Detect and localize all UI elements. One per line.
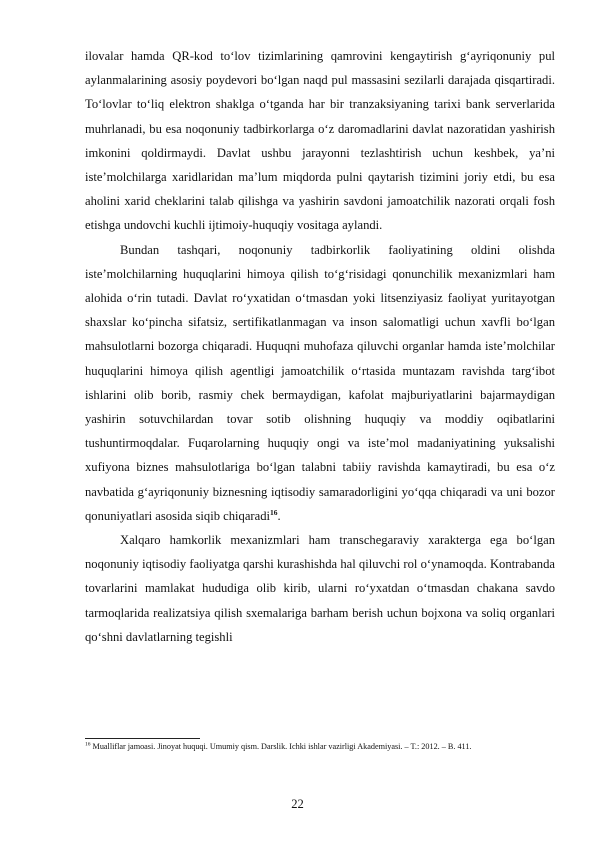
paragraph-3 xyxy=(85,528,555,649)
footnote xyxy=(85,741,555,754)
paragraph-2 xyxy=(85,238,555,528)
paragraph-1 xyxy=(85,44,555,238)
footnote-reference[interactable]: 16 xyxy=(270,507,278,517)
paragraph-1-text: ilovalar hamda QR-kod to‘lov tizimlarining qamrovini kengaytirish g‘ayriqonuniy pul aylanmalarining asosiy poydevori bo‘lgan naqd pul massasini sezilarli darajada qisqartiradi. To‘lovlar to‘liq elektron shaklga o‘tganda har bir tranzaksiyaning tarixi bank serverlarida muhrlanadi, bu esa noqonuniy tadbirkorlarga o‘z daromadlarini davlat nazoratidan yashirish imkonini qoldirmaydi. Davlat ushbu jarayonni tezlashtirish uchun keshbek, ya’ni iste’molchilarga xaridlaridan ma’lum miqdorda pulni qaytarish tizimini joriy etdi, bu esa aholini xarid cheklarini talab qilishga va yashirin savdoni jamoatchilik nazorati orqali fosh etishga undovchi kuchli ijtimoiy-huquqiy vositaga aylandi. xyxy=(85,49,555,233)
paragraph-2-end: . xyxy=(277,508,281,523)
paragraph-2-text: Bundan tashqari, noqonuniy tadbirkorlik faoliyatining oldini olishda iste’molchilarning huquqlarini himoya qilish to‘g‘risidagi qonunchilik mexanizmlari ham alohida o‘rin tutadi. Davlat ro‘yxatidan o‘tmasdan yoki litsenziyasiz faoliyat yuritayotgan shaxslar ko‘pincha sifatsiz, sertifikatlanmagan va inson salomatligi uchun xavfli bo‘lgan mahsulotlarni bozorga chiqaradi. Huquqni muhofaza qiluvchi organlar hamda iste’molchilar huquqlarini himoya qilish agentligi jamoatchilik o‘rtasida muntazam ravishda targ‘ibot ishlarini olib borib, rasmiy chek bermaydigan, kafolat majburiyatlarini bajarmaydigan yashirin sotuvchilardan tovar sotib olishning huquqiy va moddiy oqibatlarini tushuntirmoqdalar. Fuqarolarning huquqiy ongi va iste’mol madaniyatining yuksalishi xufiyona biznes mahsulotlariga bo‘lgan talabni tabiiy ravishda kamaytiradi, bu esa o‘z navbatida g‘ayriqonuniy biznesning iqtisodiy samaradorligini yo‘qqa chiqaradi va uni bozor qonuniyatlari asosida siqib chiqaradi xyxy=(85,242,555,523)
document-body xyxy=(85,44,555,649)
page-number: 22 xyxy=(291,797,304,811)
footnote-number: 16 xyxy=(85,741,91,748)
paragraph-3-text: Xalqaro hamkorlik mexanizmlari ham transchegaraviy xarakterga ega bo‘lgan noqonuniy iqtisodiy faoliyatga qarshi kurashishda hal qiluvchi rol o‘ynamoqda. Kontrabanda tovarlarini mamlakat hududiga olib kirib, ularni ro‘yxatdan o‘tmasdan chakana savdo tarmoqlarida realizatsiya qilish sxemalariga barham berish uchun bojxona va soliq organlari qo‘shni davlatlarning tegishli xyxy=(85,533,555,644)
footnote-divider xyxy=(85,738,200,739)
footnote-text: Mualliflar jamoasi. Jinoyat huquqi. Umumiy qism. Darslik. Ichki ishlar vazirligi Akademiyasi. – T.: 2012. – B. 411. xyxy=(90,742,472,751)
